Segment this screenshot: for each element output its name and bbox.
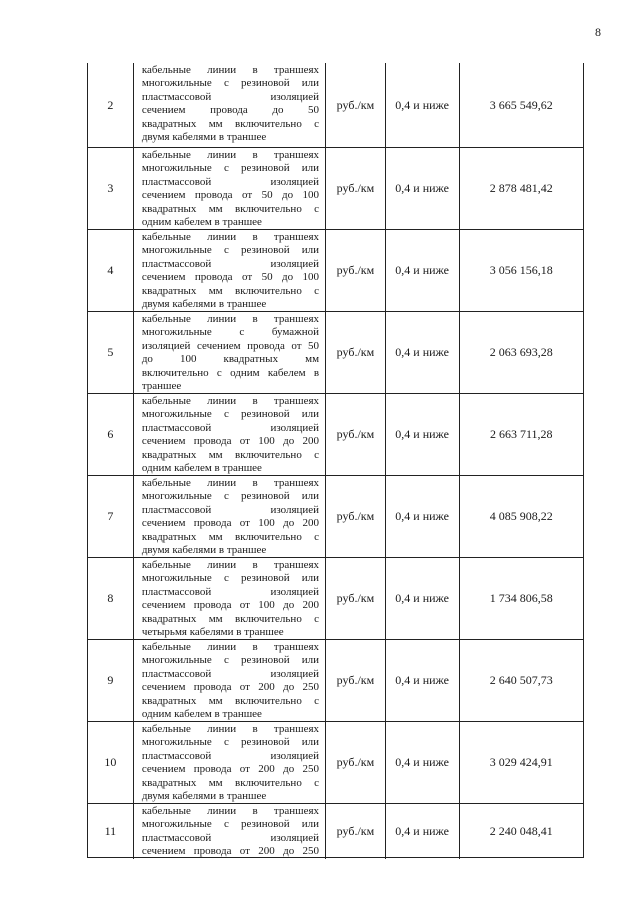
- description-line: пластмассовой изоляцией: [141, 503, 320, 516]
- row-voltage: 0,4 и ниже: [386, 63, 460, 147]
- description-line: многожильные с резиновой или: [141, 408, 320, 421]
- description-line: пластмассовой изоляцией: [141, 257, 320, 270]
- row-unit: руб./км: [326, 63, 386, 147]
- description-line: кабельные линии в траншеях: [141, 149, 320, 161]
- row-description: [134, 640, 326, 721]
- description-line: пластмассовой изоляцией: [141, 831, 320, 844]
- description-line: квадратных мм включительно с: [141, 448, 320, 461]
- table-row: [88, 311, 583, 393]
- description-line: до 100 квадратных мм: [141, 353, 320, 366]
- table-row: [88, 229, 583, 311]
- row-voltage: 0,4 и ниже: [386, 394, 460, 475]
- row-price: 2 878 481,42: [489, 181, 553, 195]
- row-number: 8: [88, 558, 134, 639]
- row-number: 11: [88, 804, 134, 859]
- description-line: многожильные с резиновой или: [141, 736, 320, 749]
- description-line: сечением провода до 50: [141, 104, 320, 117]
- table-row: [88, 475, 583, 557]
- table-row: [88, 639, 583, 721]
- row-description: [134, 63, 326, 147]
- description-line: сечением провода от 200 до 250: [141, 845, 320, 858]
- row-unit: руб./км: [326, 558, 386, 639]
- row-description: [134, 148, 326, 229]
- row-description: [134, 722, 326, 803]
- row-description: [134, 476, 326, 557]
- row-description: [134, 558, 326, 639]
- row-unit: руб./км: [326, 312, 386, 393]
- description-line: двумя кабелями в траншее: [141, 298, 267, 311]
- description-line: четырьмя кабелями в траншее: [141, 626, 284, 639]
- description-line: квадратных мм включительно с: [141, 694, 320, 707]
- row-voltage: 0,4 и ниже: [386, 804, 460, 859]
- description-line: включительно с одним кабелем в: [141, 366, 320, 379]
- row-number: 3: [88, 148, 134, 229]
- row-price: 1 734 806,58: [489, 591, 553, 605]
- description-line: пластмассовой изоляцией: [141, 667, 320, 680]
- row-unit: руб./км: [326, 230, 386, 311]
- row-unit: руб./км: [326, 394, 386, 475]
- row-unit: руб./км: [326, 722, 386, 803]
- row-unit: руб./км: [326, 148, 386, 229]
- description-line: двумя кабелями в траншее: [141, 790, 267, 803]
- description-line: пластмассовой изоляцией: [141, 585, 320, 598]
- table-row: [88, 803, 583, 859]
- description-line: кабельные линии в траншеях: [141, 395, 320, 407]
- description-line: квадратных мм включительно с: [141, 530, 320, 543]
- row-description: [134, 394, 326, 475]
- description-line: кабельные линии в траншеях: [141, 64, 320, 76]
- row-voltage: 0,4 и ниже: [386, 230, 460, 311]
- description-line: одним кабелем в траншее: [141, 708, 262, 721]
- description-line: квадратных мм включительно с: [141, 117, 320, 130]
- row-price: 4 085 908,22: [489, 509, 553, 523]
- table-row: [88, 147, 583, 229]
- description-line: сечением провода от 200 до 250: [141, 681, 320, 694]
- table-row: [88, 63, 583, 147]
- description-line: многожильные с резиновой или: [141, 654, 320, 667]
- row-description: [134, 230, 326, 311]
- description-line: сечением провода от 100 до 200: [141, 435, 320, 448]
- description-line: кабельные линии в траншеях: [141, 231, 320, 243]
- row-price: 2 063 693,28: [489, 345, 553, 359]
- table-row: [88, 721, 583, 803]
- description-line: квадратных мм включительно с: [141, 202, 320, 215]
- description-line: кабельные линии в траншеях: [141, 313, 320, 325]
- row-number: 2: [88, 63, 134, 147]
- description-line: кабельные линии в траншеях: [141, 805, 320, 817]
- description-line: кабельные линии в траншеях: [141, 559, 320, 571]
- page-number: 8: [595, 25, 601, 39]
- description-line: многожильные с резиновой или: [141, 818, 320, 831]
- description-line: изоляцией сечением провода от 50: [141, 339, 320, 352]
- row-voltage: 0,4 и ниже: [386, 722, 460, 803]
- tariff-table: [87, 63, 584, 858]
- description-line: многожильные с резиновой или: [141, 244, 320, 257]
- row-number: 6: [88, 394, 134, 475]
- row-voltage: 0,4 и ниже: [386, 558, 460, 639]
- row-price: 2 640 507,73: [489, 673, 553, 687]
- description-line: двумя кабелями в траншее: [141, 544, 267, 557]
- row-number: 9: [88, 640, 134, 721]
- description-line: одним кабелем в траншее: [141, 462, 262, 475]
- description-line: многожильные с резиновой или: [141, 77, 320, 90]
- row-voltage: 0,4 и ниже: [386, 148, 460, 229]
- description-line: двумя кабелями в траншее: [141, 131, 267, 144]
- description-line: многожильные с бумажной: [141, 326, 320, 339]
- row-price: 3 029 424,91: [489, 755, 553, 769]
- description-line: многожильные с резиновой или: [141, 490, 320, 503]
- description-line: квадратных мм включительно с: [141, 776, 320, 789]
- row-number: 5: [88, 312, 134, 393]
- table-row: [88, 393, 583, 475]
- description-line: квадратных мм включительно с: [141, 284, 320, 297]
- description-line: траншее: [141, 380, 182, 393]
- row-price: 3 056 156,18: [489, 263, 553, 277]
- row-voltage: 0,4 и ниже: [386, 640, 460, 721]
- description-line: пластмассовой изоляцией: [141, 175, 320, 188]
- row-price: 2 663 711,28: [489, 427, 553, 441]
- row-number: 10: [88, 722, 134, 803]
- row-voltage: 0,4 и ниже: [386, 312, 460, 393]
- table-row: [88, 557, 583, 639]
- row-price: 2 240 048,41: [489, 824, 553, 838]
- row-description: [134, 312, 326, 393]
- description-line: кабельные линии в траншеях: [141, 723, 320, 735]
- row-voltage: 0,4 и ниже: [386, 476, 460, 557]
- description-line: сечением провода от 100 до 200: [141, 517, 320, 530]
- description-line: пластмассовой изоляцией: [141, 421, 320, 434]
- description-line: сечением провода от 50 до 100: [141, 189, 320, 202]
- description-line: сечением провода от 50 до 100: [141, 271, 320, 284]
- description-line: пластмассовой изоляцией: [141, 749, 320, 762]
- description-line: многожильные с резиновой или: [141, 572, 320, 585]
- description-line: сечением провода от 200 до 250: [141, 763, 320, 776]
- description-line: многожильные с резиновой или: [141, 162, 320, 175]
- description-line: сечением провода от 100 до 200: [141, 599, 320, 612]
- row-number: 7: [88, 476, 134, 557]
- description-line: кабельные линии в траншеях: [141, 477, 320, 489]
- description-line: пластмассовой изоляцией: [141, 90, 320, 103]
- row-unit: руб./км: [326, 476, 386, 557]
- description-line: одним кабелем в траншее: [141, 216, 262, 229]
- row-unit: руб./км: [326, 804, 386, 859]
- row-number: 4: [88, 230, 134, 311]
- row-unit: руб./км: [326, 640, 386, 721]
- description-line: квадратных мм включительно с: [141, 612, 320, 625]
- description-line: кабельные линии в траншеях: [141, 641, 320, 653]
- row-price: 3 665 549,62: [489, 97, 553, 112]
- row-description: [134, 804, 326, 859]
